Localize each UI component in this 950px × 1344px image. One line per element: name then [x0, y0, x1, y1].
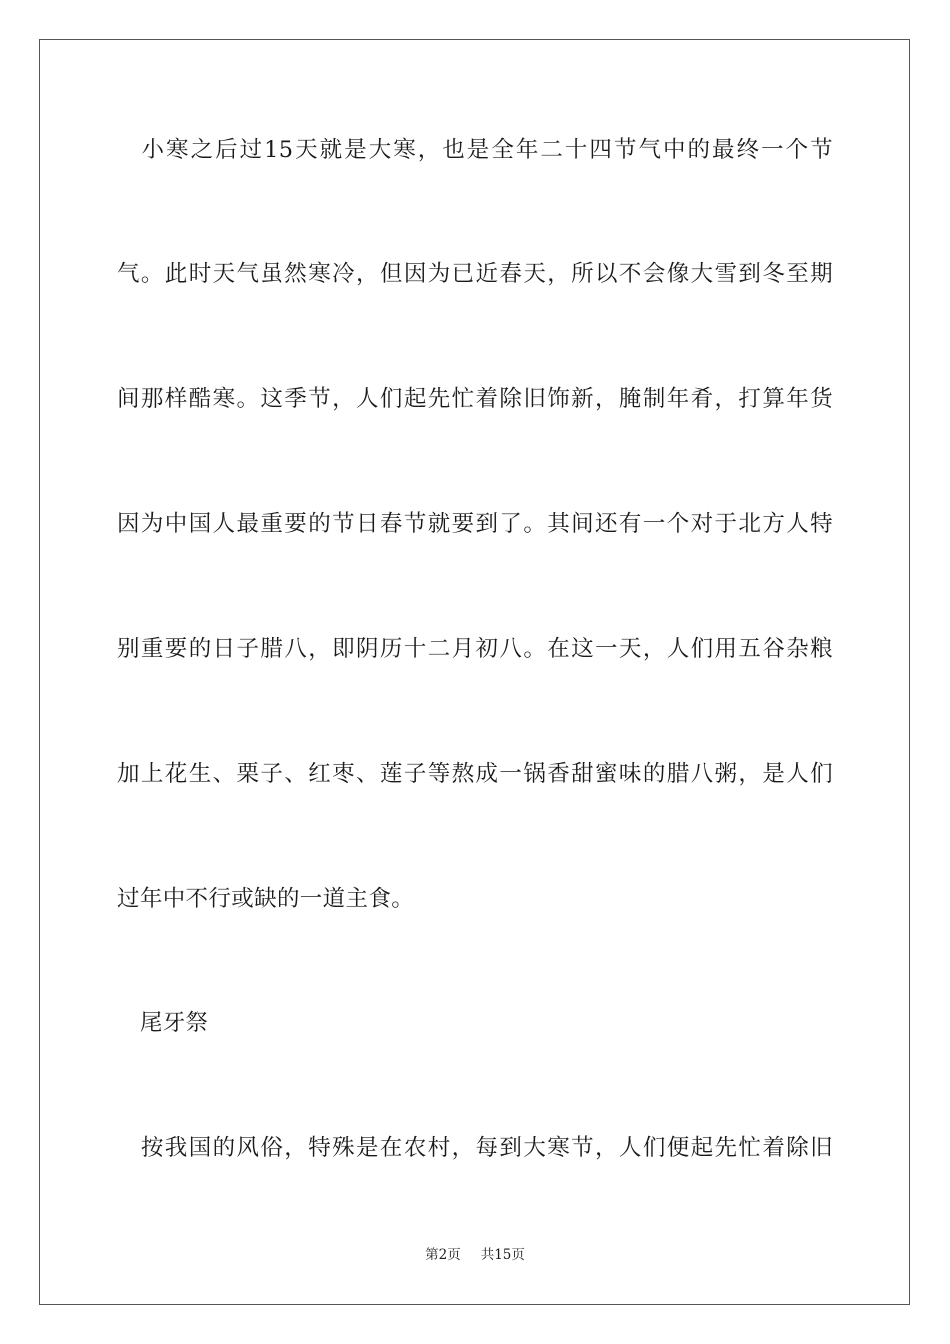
paragraph-line-7: 过年中不行或缺的一道主食。 — [117, 886, 415, 912]
paragraph-line-1: 小寒之后过15天就是大寒，也是全年二十四节气中的最终一个节 — [117, 137, 833, 163]
paragraph-line-9: 按我国的风俗，特殊是在农村，每到大寒节，人们便起先忙着除旧 — [117, 1135, 833, 1161]
page-border — [39, 39, 910, 1305]
paragraph-line-6: 加上花生、栗子、红枣、莲子等熬成一锅香甜蜜味的腊八粥，是人们 — [117, 761, 833, 787]
paragraph-line-2: 气。此时天气虽然寒冷，但因为已近春天，所以不会像大雪到冬至期 — [117, 261, 833, 287]
paragraph-line-3: 间那样酷寒。这季节，人们起先忙着除旧饰新，腌制年肴，打算年货 — [117, 386, 833, 412]
page-total: 共15页 — [480, 1247, 525, 1263]
page-footer — [0, 1246, 950, 1264]
paragraph-line-5: 别重要的日子腊八，即阴历十二月初八。在这一天，人们用五谷杂粮 — [117, 636, 833, 662]
paragraph-line-4: 因为中国人最重要的节日春节就要到了。其间还有一个对于北方人特 — [117, 511, 833, 537]
page-number: 第2页 — [425, 1247, 461, 1263]
section-heading: 尾牙祭 — [117, 1010, 209, 1036]
